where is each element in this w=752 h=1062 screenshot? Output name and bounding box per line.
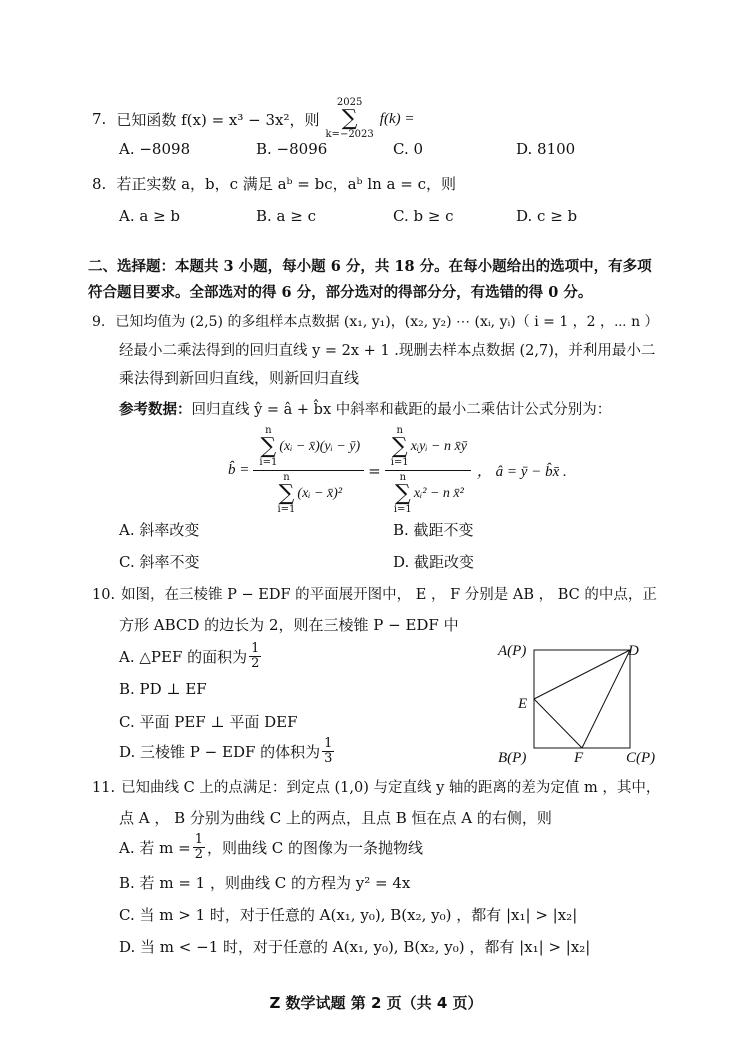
q8-option-d: D. c ≥ b — [516, 207, 578, 225]
q9-formula: b̂ = n ∑ i=1 (xᵢ − x̄)(yᵢ − ȳ) n ∑ i=1 (xᵢ − x̄)² = n ∑ i=1 xᵢyᵢ − n x̄ȳ n ∑ i=1 xᵢ² − n x̄² ， â = ȳ − b̂x̄ . — [228, 425, 567, 515]
q8-text: 若正实数 a，b，c 满足 aᵇ = bc，aᵇ ln a = c，则 — [116, 175, 456, 193]
q9-frac1-num: (xᵢ − x̄)(yᵢ − ȳ) — [279, 439, 361, 454]
q7-sum-body: f(k) = — [379, 110, 415, 127]
q9-frac2: n ∑ i=1 xᵢyᵢ − n x̄ȳ n ∑ i=1 xᵢ² − n x̄² — [385, 426, 471, 515]
q7-stem — [92, 98, 414, 140]
q8-option-c: C. b ≥ c — [393, 207, 454, 225]
page-footer: Z 数学试题 第 2 页（共 4 页） — [269, 994, 483, 1012]
q9-line1: 9. 已知均值为 (2,5) 的多组样本点数据 (x₁, y₁)，(x₂, y₂) ⋯ (xᵢ, yᵢ)（ i = 1 ，2 ，⋯ n ） — [92, 314, 659, 330]
q9-option-a: A. 斜率改变 — [119, 521, 200, 539]
q8-option-b: B. a ≥ c — [256, 207, 317, 225]
q9-option-d: D. 截距改变 — [393, 553, 475, 571]
segment-ed — [534, 650, 630, 699]
label-c-p: C(P) — [626, 750, 656, 766]
q11-option-a: A. 若 m = $\frac{1}{2}$ ，则曲线 C 的图像为一条抛物线 — [119, 832, 423, 862]
q8-option-a: A. a ≥ b — [119, 207, 181, 225]
square-abcd — [534, 650, 630, 748]
q7-option-d: D. 8100 — [516, 140, 576, 158]
q10-line2: 方形 ABCD 的边长为 2，则在三棱锥 P − EDF 中 — [119, 616, 459, 634]
q11-line2: 点 A ， B 分别为曲线 C 上的两点，且点 B 恒在点 A 的右侧，则 — [119, 809, 552, 827]
q7-option-a: A. −8098 — [119, 140, 191, 158]
q11-option-c: C. 当 m > 1 时，对于任意的 A(x₁, y₀), B(x₂, y₀) ，都有 |x₁| > |x₂| — [119, 906, 578, 924]
q9-frac2-den: xᵢ² − n x̄² — [413, 486, 464, 501]
label-b-p: B(P) — [498, 750, 527, 766]
q10-number: 10. — [92, 587, 116, 603]
q11-number: 11. — [92, 780, 116, 796]
q9-option-b: B. 截距不变 — [393, 521, 474, 539]
label-e: E — [518, 696, 528, 712]
section2-line1: 二、选择题：本题共 3 小题，每小题 6 分，共 18 分。在每小题给出的选项中，有多项 — [88, 258, 652, 275]
label-d: D — [628, 643, 639, 659]
q11-option-d: D. 当 m < −1 时，对于任意的 A(x₁, y₀), B(x₂, y₀) ，都有 |x₁| > |x₂| — [119, 938, 591, 956]
q9-ref-text: 回归直线 ŷ = â + b̂x 中斜率和截距的最小二乘估计公式分别为： — [191, 402, 612, 418]
q7-option-b: B. −8096 — [256, 140, 328, 158]
section2-line2: 符合题目要求。全部选对的得 6 分，部分选对的得部分分，有选错的得 0 分。 — [88, 284, 593, 301]
label-f: F — [574, 750, 584, 766]
q10-option-d: D. 三棱锥 P − EDF 的体积为 $\frac{1}{3}$ — [119, 736, 333, 766]
label-a-p: A(P) — [498, 643, 527, 659]
q7-sum: 2025 ∑ k=−2023 — [325, 97, 374, 140]
q8-stem — [92, 173, 456, 194]
q9-formula-a: ， â = ȳ − b̂x̄ . — [476, 464, 567, 480]
q9-line2: 经最小二乘法得到的回归直线 y = 2x + 1 .现删去样本点数据 (2,7)，并利用最小二 — [119, 343, 656, 359]
q9-option-c: C. 斜率不变 — [119, 553, 200, 571]
q8-number: 8. — [92, 175, 107, 193]
q9-number: 9. — [92, 314, 106, 330]
q9-frac1: n ∑ i=1 (xᵢ − x̄)(yᵢ − ȳ) n ∑ i=1 (xᵢ − x̄)² — [253, 426, 364, 515]
q9-line3: 乘法得到新回归直线，则新回归直线 — [119, 369, 360, 387]
q7-option-c: C. 0 — [393, 140, 424, 158]
q7-number: 7. — [92, 110, 107, 128]
segment-ef — [534, 699, 582, 748]
q9-frac1-den: (xᵢ − x̄)² — [297, 486, 343, 501]
q7-text: 已知函数 f(x) = x³ − 3x²，则 — [116, 110, 320, 129]
segment-fd — [582, 650, 630, 748]
q10-option-c: C. 平面 PEF ⊥ 平面 DEF — [119, 713, 298, 731]
q10-line1: 10. 如图，在三棱锥 P − EDF 的平面展开图中， E ， F 分别是 AB ， BC 的中点，正 — [92, 587, 657, 603]
q10-option-b: B. PD ⊥ EF — [119, 680, 207, 698]
q10-option-a: A. △PEF 的面积为 $\frac{1}{2}$ — [119, 641, 260, 671]
q9-frac2-num: xᵢyᵢ − n x̄ȳ — [410, 439, 467, 454]
q9-formula-b: b̂ = — [228, 462, 250, 478]
q10-figure — [490, 638, 670, 770]
q11-line1: 11. 已知曲线 C 上的点满足：到定点 (1,0) 与定直线 y 轴的距离的差为定值 m ，其中， — [92, 780, 661, 796]
q11-option-b: B. 若 m = 1 ，则曲线 C 的方程为 y² = 4x — [119, 874, 411, 892]
q9-ref-label: 参考数据： — [119, 401, 192, 418]
q9-reference — [119, 398, 611, 419]
